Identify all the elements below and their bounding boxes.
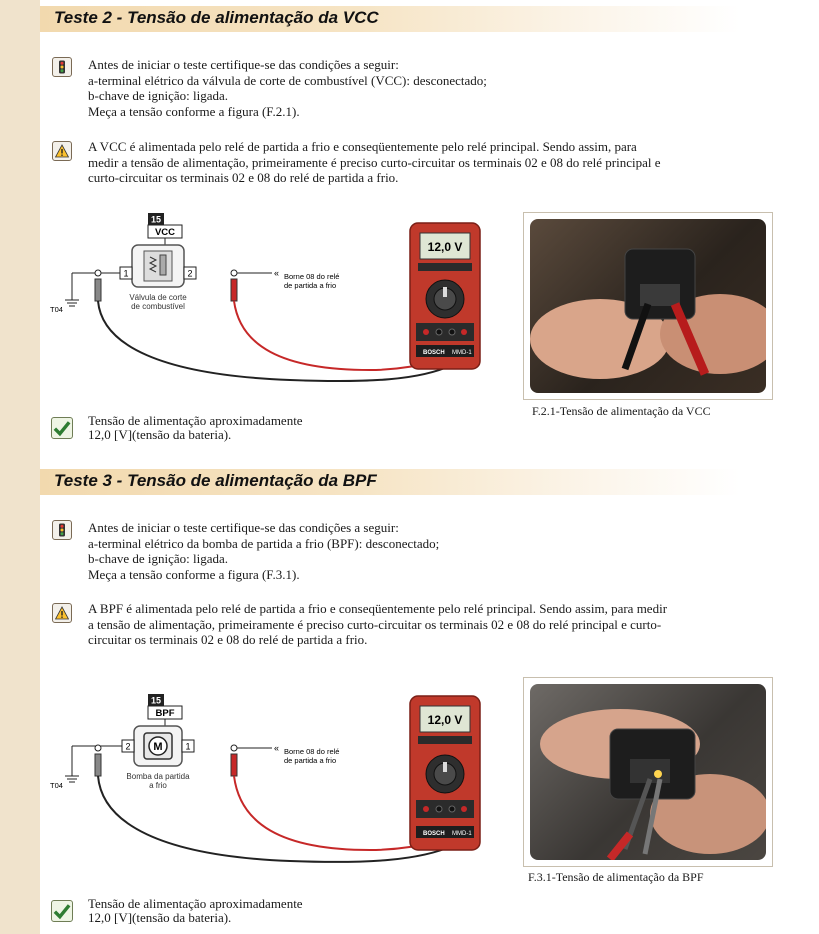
ground-label: T04 [50, 305, 63, 314]
result-block [88, 897, 303, 925]
condition-line: a-terminal elétrico da válvula de corte de combustível (VCC): desconectado; [88, 72, 487, 88]
result-block [88, 414, 303, 442]
terminal-label: de partida a frio [284, 756, 337, 765]
multimeter-reading: 12,0 V [427, 240, 463, 254]
warning-block [88, 601, 778, 648]
multimeter-reading: 12,0 V [427, 713, 463, 727]
photo-caption: F.2.1-Tensão de alimentação da VCC [532, 404, 711, 418]
wiring-diagram-bpf [40, 688, 500, 878]
wiring-diagram-vcc [40, 205, 500, 395]
component-caption: Bomba da partida [126, 772, 190, 781]
meter-brand: BOSCH [423, 831, 445, 837]
warning-line: curto-circuitar os terminais 02 e 08 do relé de partida a frio. [88, 170, 399, 185]
terminal-label: Borne 08 do relé [284, 747, 340, 756]
warning-line: a tensão de alimentação, primeiramente é preciso curto-circuitar os terminais 02 e 08 do relé principal e curto- [88, 616, 662, 632]
section-title: Teste 2 - Tensão de alimentação da VCC [54, 8, 379, 27]
page-left-strip [0, 0, 40, 934]
check-icon [51, 417, 73, 439]
warning-icon [52, 141, 72, 161]
warning-line: medir a tensão de alimentação, primeiramente é preciso curto-circuitar os terminais 02 e 08 do relé principal e [88, 154, 661, 170]
pin-left: 1 [123, 268, 129, 279]
condition-line: Antes de iniciar o teste certifique-se das condições a seguir: [88, 520, 399, 535]
terminal-label: Borne 08 do relé [284, 272, 340, 281]
black-probe [95, 754, 101, 776]
fuse-number: 15 [150, 214, 162, 225]
arrow-icon: « [274, 268, 280, 278]
red-probe [231, 279, 237, 301]
warning-block [88, 139, 778, 186]
component-caption: a frio [149, 781, 167, 790]
component-tag: BPF [155, 708, 175, 719]
pin-left: 2 [125, 741, 131, 752]
pin-right: 2 [187, 268, 193, 279]
warning-icon [52, 603, 72, 623]
condition-line: Meça a tensão conforme a figura (F.2.1). [88, 103, 300, 119]
meter-brand: BOSCH [423, 350, 445, 356]
photo-vcc-measurement [523, 212, 773, 400]
meter-model: MMD-1 [452, 831, 472, 837]
motor-symbol-label: M [153, 741, 163, 753]
photo-bpf-measurement [523, 677, 773, 867]
component-caption: Válvula de corte [129, 293, 187, 302]
condition-line: Antes de iniciar o teste certifique-se das condições a seguir: [88, 57, 399, 72]
condition-line: Meça a tensão conforme a figura (F.3.1). [88, 566, 300, 582]
black-probe [95, 279, 101, 301]
result-line: Tensão de alimentação aproximadamente [88, 413, 303, 428]
check-icon [51, 900, 73, 922]
red-probe [231, 754, 237, 776]
conditions-block [88, 520, 778, 582]
conditions-block [88, 57, 778, 119]
warning-line: A BPF é alimentada pelo relé de partida a frio e conseqüentemente pelo relé principal. Sendo assim, para medir [88, 601, 668, 616]
result-line: 12,0 [V](tensão da bateria). [88, 910, 232, 925]
traffic-light-icon [52, 520, 72, 540]
result-line: 12,0 [V](tensão da bateria). [88, 427, 232, 442]
terminal-label: de partida a frio [284, 281, 337, 290]
condition-line: b-chave de ignição: ligada. [88, 551, 229, 566]
ground-label: T04 [50, 781, 63, 790]
meter-model: MMD-1 [452, 350, 472, 356]
pin-right: 1 [185, 741, 191, 752]
warning-line: circuitar os terminais 02 e 08 do relé de partida a frio. [88, 632, 368, 647]
photo-caption: F.3.1-Tensão de alimentação da BPF [528, 870, 704, 884]
arrow-icon: « [274, 743, 280, 753]
condition-line: a-terminal elétrico da bomba de partida a frio (BPF): desconectado; [88, 535, 440, 551]
component-caption: de combustível [131, 302, 185, 311]
traffic-light-icon [52, 57, 72, 77]
condition-line: b-chave de ignição: ligada. [88, 88, 229, 103]
component-tag: VCC [154, 227, 176, 238]
result-line: Tensão de alimentação aproximadamente [88, 896, 303, 911]
warning-line: A VCC é alimentada pelo relé de partida a frio e conseqüentemente pelo relé principal. Sendo assim, para [88, 139, 637, 154]
fuse-number: 15 [150, 695, 162, 706]
section-title: Teste 3 - Tensão de alimentação da BPF [54, 471, 377, 490]
